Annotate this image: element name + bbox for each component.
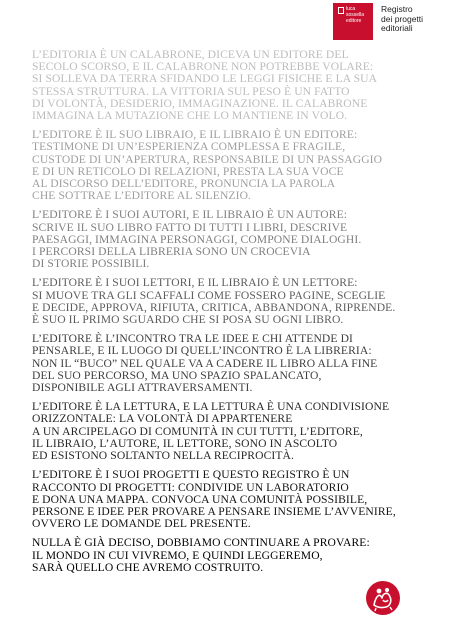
manifesto-line: E DECIDE, APPROVA, RIFIUTA, CRITICA, ABBANDONA, RIPRENDE.: [32, 300, 396, 314]
registry-title-line: Registro: [381, 4, 413, 14]
manifesto-line: IMMAGINA LA MUTAZIONE CHE LO MANTIENE IN VOLO.: [32, 109, 348, 123]
manifesto-line: L’EDITORE È L’INCONTRO TRA LE IDEE E CHI ATTENDE DI: [32, 332, 353, 346]
manifesto-line: DI VOLONTÀ, DESIDERIO, IMMAGINAZIONE. IL CALABRONE: [32, 96, 368, 110]
manifesto-line: SI MUOVE TRA GLI SCAFFALI COME FOSSERO PAGINE, SCEGLIE: [32, 288, 386, 302]
manifesto-paragraph: [32, 49, 442, 122]
registry-title-line: dei progetti: [381, 13, 424, 24]
publisher-logo: [333, 3, 373, 40]
manifesto-line: IL MONDO IN CUI VIVREMO, E QUINDI LEGGEREMO,: [32, 548, 323, 562]
manifesto-line: L’EDITORE È IL SUO LIBRAIO, E IL LIBRAIO È UN EDITORE:: [32, 128, 358, 142]
manifesto-line: CUSTODE DI UN’APERTURA, RESPONSABILE DI UN PASSAGGIO: [32, 152, 383, 166]
manifesto-line: SI SOLLEVA DA TERRA SFIDANDO LE LEGGI FISICHE E LA SUA: [32, 72, 378, 86]
manifesto-line: STESSA STRUTTURA. LA VITTORIA SUL PESO È UN FATTO: [32, 84, 350, 98]
manifesto-line: L’EDITORE È I SUOI PROGETTI E QUESTO REGISTRO È UN: [32, 468, 350, 482]
manifesto-line: OVVERO LE DOMANDE DEL PRESENTE.: [32, 517, 251, 531]
manifesto-paragraph: [32, 401, 442, 462]
manifesto-line: PENSARLE, E IL LUOGO DI QUELL’INCONTRO È LA LIBRERIA:: [32, 344, 372, 358]
logo-line: luca: [346, 6, 356, 12]
manifesto-line: I PERCORSI DELLA LIBRERIA SONO UN CROCEVIA: [32, 245, 311, 259]
manifesto-line: DEL SUO PERCORSO, MA UNO SPAZIO SPALANCATO,: [32, 368, 322, 382]
manifesto-paragraph: [32, 209, 442, 270]
manifesto-line: L’EDITORIA È UN CALABRONE, DICEVA UN EDITORE DEL: [32, 48, 349, 61]
manifesto-line: RACCONTO DI PROGETTI: CONDIVIDE UN LABORATORIO: [32, 480, 349, 494]
manifesto-text: [32, 49, 442, 581]
manifesto-line: ED ESISTONO SOLTANTO NELLA RECIPROCITÀ.: [32, 449, 295, 463]
logo-line: sossella: [346, 12, 365, 18]
manifesto-paragraph: [32, 469, 442, 530]
manifesto-paragraph: [32, 129, 442, 202]
registry-title-line: editoriali: [381, 23, 413, 33]
figure-emblem-graphic: [366, 581, 400, 615]
manifesto-line: CHE SOTTRAE L’EDITORE AL SILENZIO.: [32, 189, 252, 203]
manifesto-line: DI STORIE POSSIBILI.: [32, 257, 150, 271]
registry-title: [381, 5, 423, 34]
manifesto-line: È SUO IL PRIMO SGUARDO CHE SI POSA SU OGNI LIBRO.: [32, 313, 344, 327]
manifesto-line: SECOLO SCORSO, E IL CALABRONE NON POTREBBE VOLARE:: [32, 60, 374, 74]
manifesto-line: NULLA È GIÀ DECISO, DOBBIAMO CONTINUARE A PROVARE:: [32, 536, 370, 550]
manifesto-line: IL LIBRAIO, L’AUTORE, IL LETTORE, SONO IN ASCOLTO: [32, 436, 338, 450]
logo-square-icon: [338, 7, 344, 14]
manifesto-line: A UN ARCIPELAGO DI COMUNITÀ IN CUI TUTTI, L’EDITORE,: [32, 424, 363, 438]
manifesto-line: L’EDITORE È I SUOI AUTORI, E IL LIBRAIO È UN AUTORE:: [32, 208, 348, 222]
manifesto-line: ORIZZONTALE: LA VOLONTÀ DI APPARTENERE: [32, 412, 293, 426]
manifesto-paragraph: [32, 277, 442, 326]
manifesto-line: E DONA UNA MAPPA. CONVOCA UNA COMUNITÀ POSSIBILE,: [32, 492, 368, 506]
manifesto-line: DISPONIBILE AGLI ATTRAVERSAMENTI.: [32, 381, 253, 395]
manifesto-line: NON IL “BUCO” NEL QUALE VA A CADERE IL LIBRO ALLA FINE: [32, 356, 378, 370]
manifesto-line: L’EDITORE È I SUOI LETTORI, E IL LIBRAIO È UN LETTORE:: [32, 276, 358, 290]
manifesto-line: E DI UN RETICOLO DI RELAZIONI, PRESTA LA SUA VOCE: [32, 164, 344, 178]
manifesto-paragraph: [32, 537, 442, 574]
manifesto-line: SCRIVE IL SUO LIBRO FATTO DI TUTTI I LIBRI, DESCRIVE: [32, 220, 348, 234]
manifesto-line: L’EDITORE È LA LETTURA, E LA LETTURA È UNA CONDIVISIONE: [32, 400, 390, 414]
manifesto-paragraph: [32, 333, 442, 394]
manifesto-line: SARÀ QUELLO CHE AVREMO COSTRUITO.: [32, 560, 264, 574]
logo-text: [346, 6, 364, 24]
manifesto-line: AL DISCORSO DELL’EDITORE, PRONUNCIA LA PAROLA: [32, 177, 336, 191]
manifesto-line: PERSONE E IDEE PER PROVARE A PENSARE INSIEME L’AVVENIRE,: [32, 504, 396, 518]
manifesto-line: PAESAGGI, IMMAGINA PERSONAGGI, COMPONE DIALOGHI.: [32, 232, 362, 246]
manifesto-line: TESTIMONE DI UN’ESPERIENZA COMPLESSA E FRAGILE,: [32, 140, 346, 154]
logo-line: editore: [346, 18, 362, 24]
figure-emblem-icon: [366, 581, 400, 615]
